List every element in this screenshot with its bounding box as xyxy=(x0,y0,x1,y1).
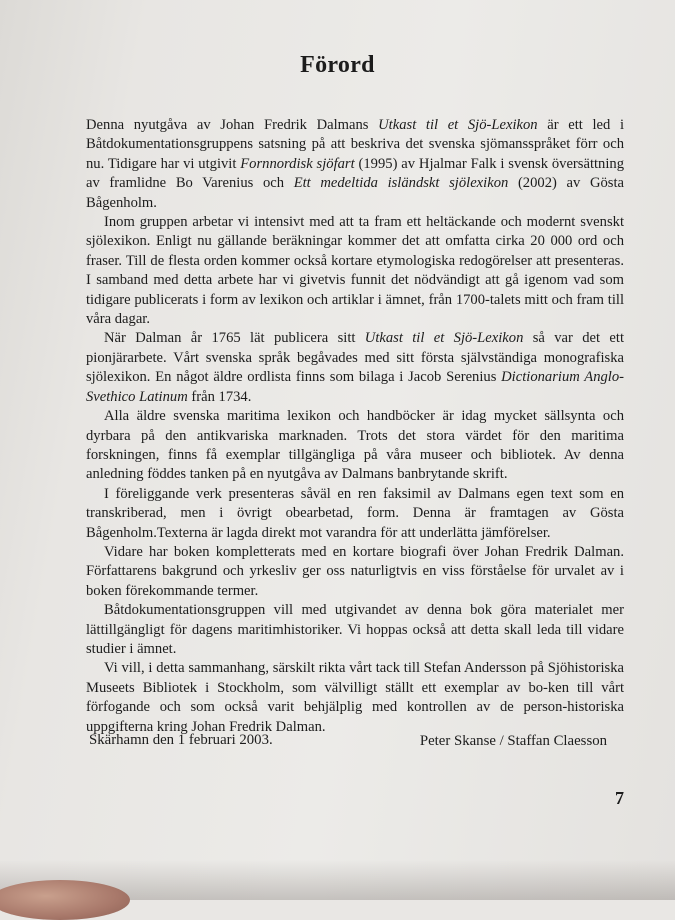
italic-title: Utkast til et Sjö-Lexikon xyxy=(378,117,538,133)
text-run: Denna nyutgåva av Johan Fredrik Dalmans xyxy=(86,117,379,133)
italic-title: Fornnordisk sjöfart xyxy=(240,155,355,172)
signature-names: Peter Skanse / Staffan Claesson xyxy=(419,733,607,749)
text-run: Alla äldre svenska maritima lexikon och handböcker är idag mycket sällsynta och dyrbara på den antikvariska marknaden. Trots det stora värdet för den maritima forskningen, finns få exemplar tillgängliga på våra museer och bibliotek. Av denna anledning föddes tanken på en nyutgåva av Dalmans banbrytande skrift. xyxy=(86,408,624,483)
paragraph xyxy=(86,407,624,485)
text-run: så var det ett pionjärarbete. Vårt svenska språk begåvades med sitt första självständiga monografiska sjölexikon. En något äldre ordlista finns som bilaga i Jacob Serenius xyxy=(86,330,624,386)
finger-photo-edge xyxy=(0,880,130,920)
text-run: Vidare har boken kompletterats med en kortare biografi över Johan Fredrik Dalman. Författarens bakgrund och yrkesliv ger oss naturligtvis en viss förståelse för urvalet av i boken förekommande termer. xyxy=(86,543,624,599)
text-run: (2002) av Gösta Bågenholm. xyxy=(86,175,624,211)
paragraph xyxy=(86,116,624,213)
paragraph xyxy=(86,329,624,407)
paragraph xyxy=(86,601,624,659)
text-run: I föreliggande verk presenteras såväl en ren faksimil av Dalmans egen text som en transkriberad, men i övrigt obearbetad, form. Denna är framtagen av Gösta Bågenholm.Texterna är lagda direkt mot varandra för att underlätta jämförelser. xyxy=(86,485,624,541)
text-run: från 1734. xyxy=(187,388,252,405)
text-run: Båtdokumentationsgruppen vill med utgivandet av denna bok göra materialet mer lättillgängligt för dagens maritimhistoriker. Vi hoppas också att detta skall leda till vidare studier i ämnet. xyxy=(86,602,624,657)
page-title: Förord xyxy=(300,52,375,78)
text-run: Vi vill, i detta sammanhang, särskilt rikta vårt tack till Stefan Andersson på Sjöhistoriska Museets Bibliotek i Stockholm, som välvilligt ställt ett exemplar av bo-ken till vårt förfogande och som också varit behjälplig med kontrollen av de person-historiska uppgifterna kring Johan Fredrik Dalman. xyxy=(86,660,624,735)
text-run: Inom gruppen arbetar vi intensivt med att ta fram ett heltäckande och modernt svenskt sjölexikon. Enligt nu gällande beräkningar kommer det att omfatta cirka 20 000 ord och fraser. Till de flesta orden kommer också kortare etymologiska redogörelser att presenteras. I samband med detta arbete har vi givetvis funnit det nödvändigt att gå igenom vad som tidigare publicerats i form av lexikon och artiklar i ämnet, från 1700-talets mitt och fram till våra dagar. xyxy=(86,214,624,328)
paragraph xyxy=(86,543,624,601)
italic-title: Utkast til et Sjö-Lexikon xyxy=(364,330,524,347)
italic-title: Dictionarium Anglo-Svethico Latinum xyxy=(86,369,625,405)
signature-place-date: Skärhamn den 1 februari 2003. xyxy=(89,732,273,748)
italic-title: Ett medeltida isländskt sjölexikon xyxy=(293,175,509,192)
text-run: är ett led i Båtdokumentationsgruppens satsning på att beskriva det svenska sjömansspråket förr och nu. Tidigare har vi utgivit xyxy=(86,117,624,172)
paragraph xyxy=(86,485,624,543)
preface-body xyxy=(86,116,624,737)
paragraph xyxy=(86,213,624,329)
paragraph xyxy=(86,659,624,737)
text-run: (1995) av Hjalmar Falk i svensk översättning av framlidne Bo Varenius och xyxy=(86,155,625,192)
page-number: 7 xyxy=(615,788,624,808)
text-run: När Dalman år 1765 lät publicera sitt xyxy=(104,330,365,347)
